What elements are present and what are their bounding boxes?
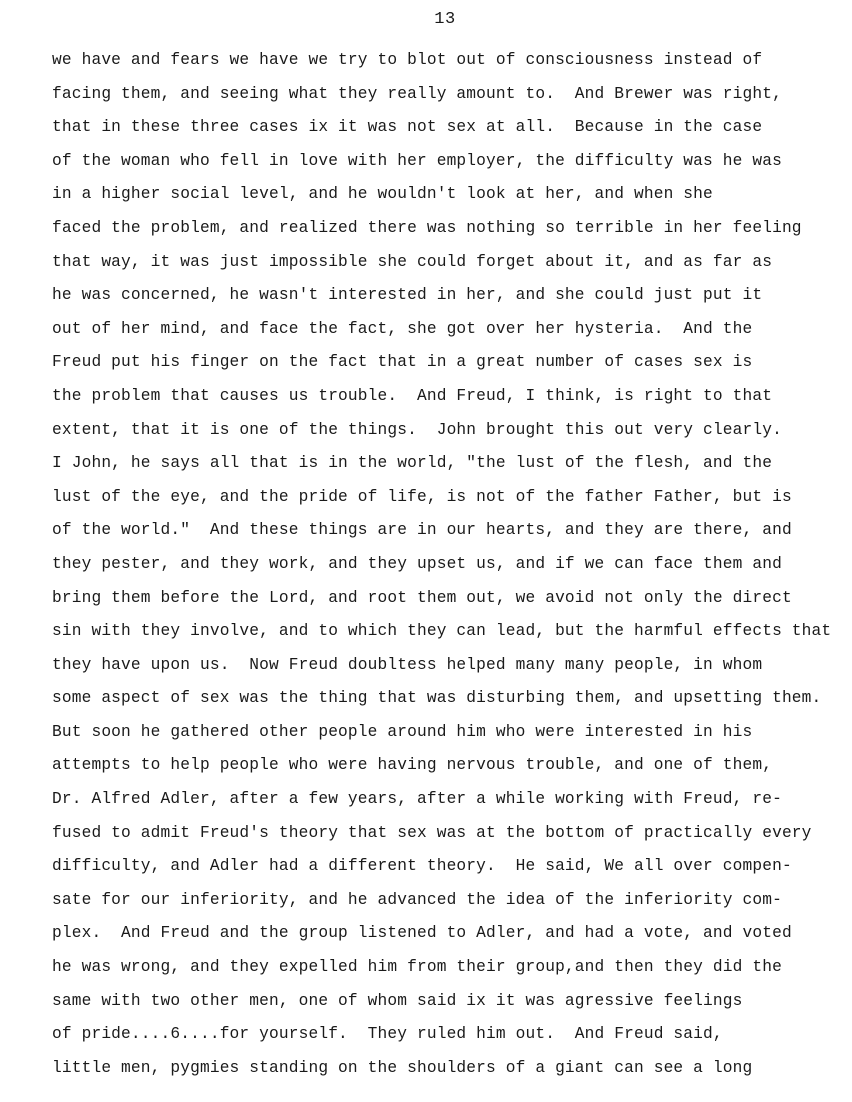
page-number: 13 (434, 10, 456, 29)
text-line: I John, he says all that is in the world, "the lust of the flesh, and the (52, 454, 773, 473)
text-line: lust of the eye, and the pride of life, is not of the father Father, but is (52, 487, 792, 506)
text-line: some aspect of sex was the thing that was disturbing them, and upsetting them. (52, 689, 822, 708)
text-line: Dr. Alfred Adler, after a few years, after a while working with Freud, re- (52, 790, 782, 809)
text-line: of the woman who fell in love with her employer, the difficulty was he was (52, 151, 782, 170)
text-line: of pride....6....for yourself. They ruled him out. And Freud said, (52, 1025, 723, 1044)
text-line: little men, pygmies standing on the shoulders of a giant can see a long (52, 1058, 753, 1077)
text-line: facing them, and seeing what they really amount to. And Brewer was right, (52, 84, 782, 103)
text-line: attempts to help people who were having nervous trouble, and one of them, (52, 756, 773, 775)
text-line: fused to admit Freud's theory that sex was at the bottom of practically every (52, 823, 812, 842)
text-line: that in these three cases ix it was not sex at all. Because in the case (52, 118, 763, 137)
text-line: he was concerned, he wasn't interested in her, and she could just put it (52, 286, 763, 305)
text-line: faced the problem, and realized there was nothing so terrible in her feeling (52, 218, 802, 237)
text-line: that way, it was just impossible she could forget about it, and as far as (52, 252, 773, 271)
text-line: in a higher social level, and he wouldn't look at her, and when she (52, 185, 713, 204)
text-line: Freud put his finger on the fact that in a great number of cases sex is (52, 353, 753, 372)
text-line: extent, that it is one of the things. John brought this out very clearly. (52, 420, 782, 439)
text-line: same with two other men, one of whom said ix it was agressive feelings (52, 991, 743, 1010)
text-line: he was wrong, and they expelled him from their group,and then they did the (52, 958, 782, 977)
text-line: they pester, and they work, and they upset us, and if we can face them and (52, 554, 782, 573)
text-line: sate for our inferiority, and he advanced the idea of the inferiority com- (52, 890, 782, 909)
text-line: they have upon us. Now Freud doubltess helped many many people, in whom (52, 655, 763, 674)
text-line: the problem that causes us trouble. And Freud, I think, is right to that (52, 386, 773, 405)
text-line: bring them before the Lord, and root them out, we avoid not only the direct (52, 588, 792, 607)
text-line: plex. And Freud and the group listened to Adler, and had a vote, and voted (52, 924, 792, 943)
text-line: sin with they involve, and to which they can lead, but the harmful effects that (52, 622, 832, 641)
document-body (52, 44, 842, 1085)
text-line: But soon he gathered other people around him who were interested in his (52, 722, 753, 741)
text-line: we have and fears we have we try to blot out of consciousness instead of (52, 51, 763, 69)
text-line: of the world." And these things are in our hearts, and they are there, and (52, 521, 792, 540)
text-line: out of her mind, and face the fact, she got over her hysteria. And the (52, 319, 753, 338)
text-line: difficulty, and Adler had a different theory. He said, We all over compen- (52, 857, 792, 876)
